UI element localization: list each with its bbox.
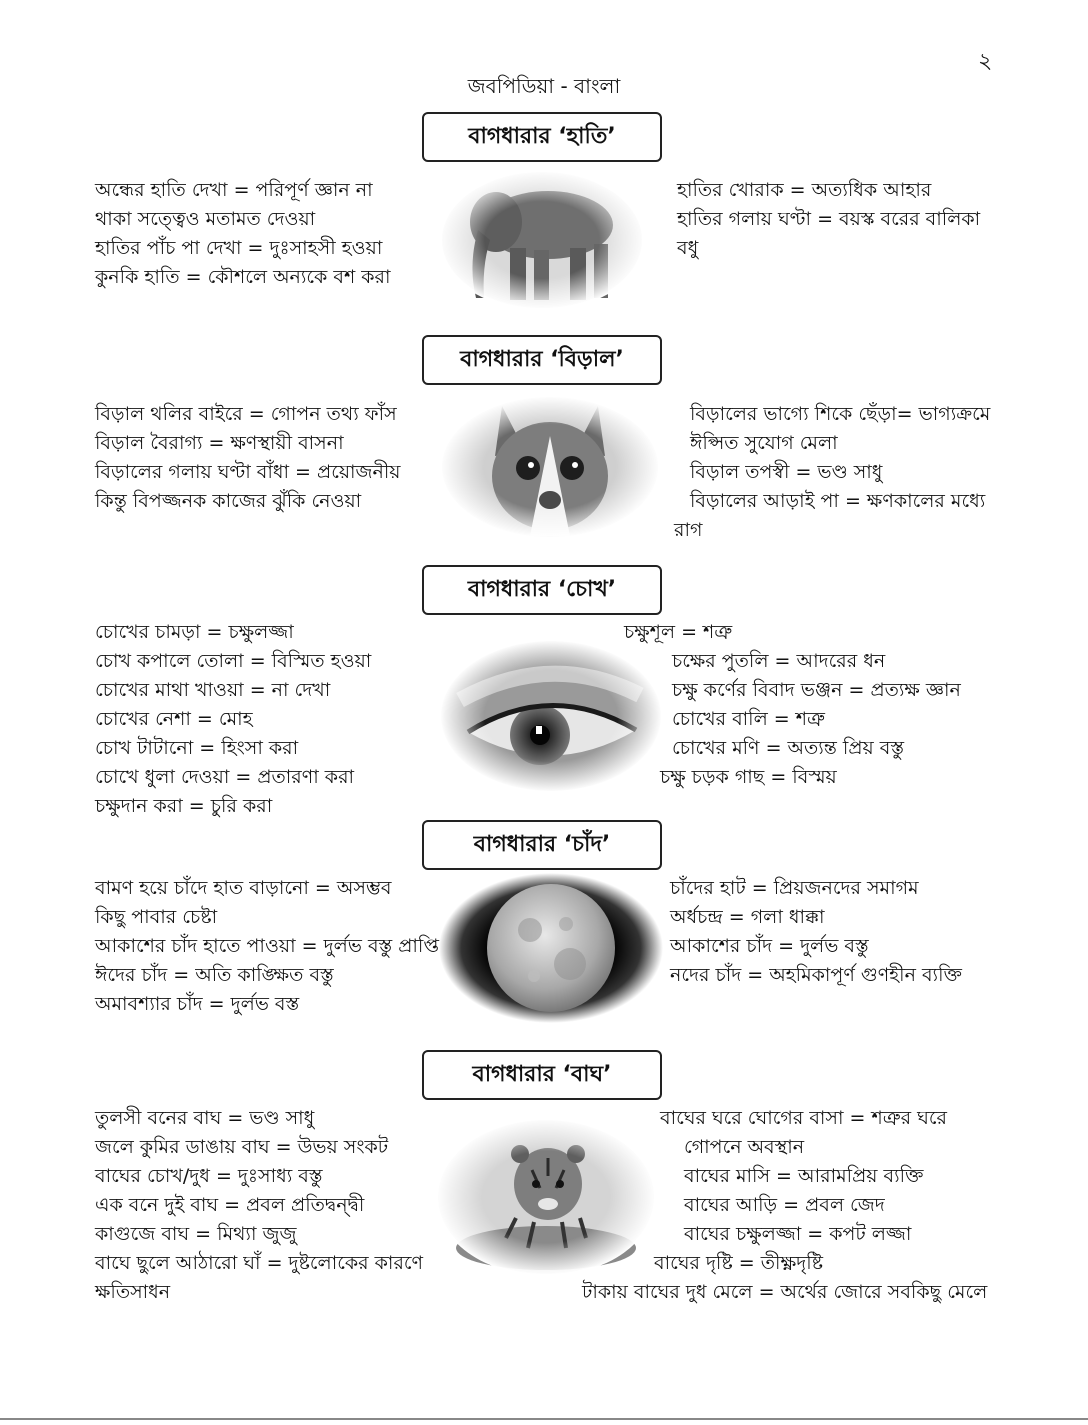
section-title-elephant: বাগধারার ‘হাতি’: [422, 112, 662, 162]
section-eye-left: [95, 618, 371, 821]
idiom-line: নদের চাঁদ = অহমিকাপূর্ণ গুণহীন ব্যক্তি: [670, 964, 962, 986]
idiom-line: হাতির খোরাক = অত্যধিক আহার: [677, 179, 932, 201]
idiom-line: অন্ধের হাতি দেখা = পরিপূর্ণ জ্ঞান না: [95, 179, 373, 201]
section-eye-right-last: চক্ষু চড়ক গাছ = বিস্ময়: [660, 766, 837, 788]
section-elephant-left: [95, 176, 390, 292]
idiom-line: চোখের মাথা খাওয়া = না দেখা: [95, 679, 331, 701]
section-cat-left: [95, 400, 401, 516]
idiom-line: চক্ষু কর্ণের বিবাদ ভঞ্জন = প্রত্যক্ষ জ্ঞান: [672, 679, 961, 701]
idiom-line: জলে কুমির ডাঙায় বাঘ = উভয় সংকট: [95, 1136, 389, 1158]
section-tiger-right-first: বাঘের ঘরে ঘোগের বাসা = শত্রুর ঘরে: [660, 1107, 947, 1129]
section-title-eye: বাগধারার ‘চোখ’: [422, 565, 662, 615]
section-tiger-right-7: টাকায় বাঘের দুধ মেলে = অর্থের জোরে সবকিছু মেলে: [582, 1281, 988, 1303]
idiom-line: বিড়াল বৈরাগ্য = ক্ষণস্থায়ী বাসনা: [95, 432, 344, 454]
idiom-line: চোখের বালি = শত্রু: [672, 708, 825, 730]
idiom-line: বধু: [677, 237, 699, 259]
section-title-tiger: বাগধারার ‘বাঘ’: [422, 1050, 662, 1100]
page-bottom-divider: [0, 1418, 1088, 1420]
idiom-line: তুলসী বনের বাঘ = ভণ্ড সাধু: [95, 1107, 315, 1129]
idiom-line: বামণ হয়ে চাঁদে হাত বাড়ানো = অসম্ভব: [95, 877, 392, 899]
idiom-line: চাঁদের হাট = প্রিয়জনদের সমাগম: [670, 877, 919, 899]
idiom-line: হাতির গলায় ঘণ্টা = বয়স্ক বরের বালিকা: [677, 208, 981, 230]
idiom-line: চোখ টাটানো = হিংসা করা: [95, 737, 299, 759]
section-elephant-right: [677, 176, 980, 263]
idiom-line: আকাশের চাঁদ = দুর্লভ বস্তু: [670, 935, 869, 957]
idiom-line: বিড়ালের আড়াই পা = ক্ষণকালের মধ্যে: [690, 490, 986, 512]
idiom-line: অমাবশ্যার চাঁদ = দুর্লভ বস্ত: [95, 993, 300, 1015]
section-eye-right: [672, 647, 961, 763]
idiom-line: বাঘে ছুলে আঠারো ঘাঁ = দুষ্টলোকের কারণে: [95, 1252, 424, 1274]
section-tiger-right-6: বাঘের দৃষ্টি = তীক্ষ্ণদৃষ্টি: [654, 1252, 824, 1274]
section-title-moon: বাগধারার ‘চাঁদ’: [422, 820, 662, 870]
section-tiger-left: [95, 1104, 423, 1307]
section-cat-right: [690, 400, 990, 516]
idiom-line: চোখের চামড়া = চক্ষুলজ্জা: [95, 621, 294, 643]
idiom-line: চোখে ধুলা দেওয়া = প্রতারণা করা: [95, 766, 355, 788]
idiom-line: ক্ষতিসাধন: [95, 1281, 171, 1303]
idiom-line: বাঘের আড়ি = প্রবল জেদ: [684, 1194, 885, 1216]
idiom-line: বিড়াল তপস্বী = ভণ্ড সাধু: [690, 461, 883, 483]
idiom-line: ঈপ্সিত সুযোগ মেলা: [690, 432, 838, 454]
idiom-line: হাতির পাঁচ পা দেখা = দুঃসাহসী হওয়া: [95, 237, 383, 259]
idiom-line: ঈদের চাঁদ = অতি কাঙ্ক্ষিত বস্তু: [95, 964, 334, 986]
tiger-picture-icon: [436, 1118, 656, 1276]
section-title-cat: বাগধারার ‘বিড়াল’: [422, 335, 662, 385]
idiom-line: বিড়াল থলির বাইরে = গোপন তথ্য ফাঁস: [95, 403, 397, 425]
moon-picture-icon: [438, 872, 664, 1024]
section-cat-right-continuation: রাগ: [674, 519, 703, 541]
idiom-line: বিড়ালের ভাগ্যে শিকে ছেঁড়া= ভাগ্যক্রমে: [690, 403, 991, 425]
page-header: জবপিডিয়া - বাংলা: [467, 74, 621, 98]
idiom-line: বাঘের চক্ষুলজ্জা = কপট লজ্জা: [684, 1223, 912, 1245]
idiom-line: চোখের নেশা = মোহ: [95, 708, 253, 730]
section-moon-right: [670, 874, 962, 990]
idiom-line: কিছু পাবার চেষ্টা: [95, 906, 218, 928]
elephant-picture-icon: [438, 170, 646, 310]
idiom-line: চোখ কপালে তোলা = বিস্মিত হওয়া: [95, 650, 372, 672]
idiom-line: অর্ধচন্দ্র = গলা ধাক্কা: [670, 906, 825, 928]
idiom-line: চোখের মণি = অত্যন্ত প্রিয় বস্তু: [672, 737, 904, 759]
section-moon-left: [95, 874, 439, 1019]
idiom-line: চক্ষুদান করা = চুরি করা: [95, 795, 273, 817]
section-tiger-right: [684, 1133, 924, 1249]
page-number: ২: [978, 49, 993, 74]
idiom-line: বিড়ালের গলায় ঘণ্টা বাঁধা = প্রয়োজনীয়: [95, 461, 401, 483]
idiom-line: চক্ষের পুতলি = আদরের ধন: [672, 650, 886, 672]
idiom-line: কিন্তু বিপজ্জনক কাজের ঝুঁকি নেওয়া: [95, 490, 362, 512]
idiom-line: কাগুজে বাঘ = মিথ্যা জুজু: [95, 1223, 297, 1245]
idiom-line: বাঘের চোখ/দুধ = দুঃসাধ্য বস্তু: [95, 1165, 323, 1187]
eye-picture-icon: [440, 640, 662, 792]
section-eye-right-first: চক্ষুশূল = শত্রু: [624, 621, 733, 643]
cat-picture-icon: [440, 396, 660, 538]
idiom-line: এক বনে দুই বাঘ = প্রবল প্রতিদ্বন্দ্বী: [95, 1194, 365, 1216]
idiom-line: কুনকি হাতি = কৌশলে অন্যকে বশ করা: [95, 266, 391, 288]
idiom-line: থাকা সত্ত্বেও মতামত দেওয়া: [95, 208, 316, 230]
idiom-line: আকাশের চাঁদ হাতে পাওয়া = দুর্লভ বস্তু প্রাপ্তি: [95, 935, 439, 957]
idiom-line: বাঘের মাসি = আরামপ্রিয় ব্যক্তি: [684, 1165, 924, 1187]
idiom-line: গোপনে অবস্থান: [684, 1136, 805, 1158]
